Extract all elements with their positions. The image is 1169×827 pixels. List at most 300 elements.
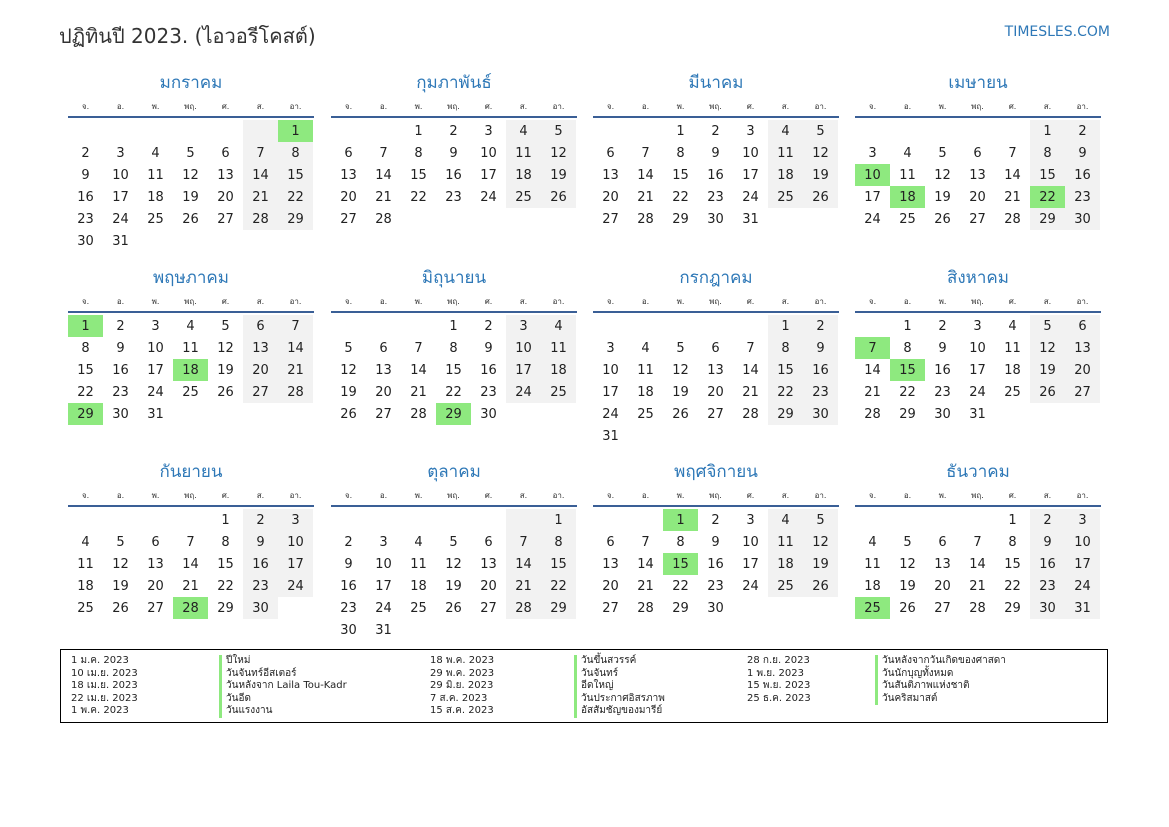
day-cell[interactable]: 9 bbox=[1065, 142, 1100, 164]
day-cell[interactable]: 20 bbox=[707, 384, 724, 400]
day-cell[interactable]: 9 bbox=[711, 534, 720, 550]
day-cell[interactable]: 5 bbox=[186, 145, 195, 161]
day-cell[interactable]: 26 bbox=[934, 211, 951, 227]
day-cell[interactable]: 14 bbox=[742, 362, 759, 378]
day-cell[interactable]: 21 bbox=[182, 578, 199, 594]
day-cell[interactable]: 23 bbox=[243, 575, 278, 597]
day-cell[interactable]: 3 bbox=[506, 315, 541, 337]
day-cell[interactable]: 17 bbox=[969, 362, 986, 378]
day-cell[interactable]: 13 bbox=[243, 337, 278, 359]
day-cell[interactable]: 11 bbox=[864, 556, 881, 572]
day-cell[interactable]: 22 bbox=[410, 189, 427, 205]
day-cell[interactable]: 27 bbox=[340, 211, 357, 227]
day-cell[interactable]: 18 bbox=[541, 359, 576, 381]
day-cell[interactable]: 24 bbox=[112, 211, 129, 227]
day-cell[interactable]: 11 bbox=[410, 556, 427, 572]
day-cell[interactable]: 10 bbox=[855, 164, 890, 186]
day-cell[interactable]: 6 bbox=[606, 534, 615, 550]
day-cell[interactable]: 21 bbox=[969, 578, 986, 594]
day-cell[interactable]: 1 bbox=[414, 123, 423, 139]
day-cell[interactable]: 18 bbox=[890, 186, 925, 208]
day-cell[interactable]: 17 bbox=[278, 553, 313, 575]
day-cell[interactable]: 9 bbox=[803, 337, 838, 359]
day-cell[interactable]: 14 bbox=[637, 556, 654, 572]
day-cell[interactable]: 2 bbox=[711, 123, 720, 139]
day-cell[interactable]: 19 bbox=[541, 164, 576, 186]
day-cell[interactable]: 21 bbox=[864, 384, 881, 400]
day-cell[interactable]: 18 bbox=[410, 578, 427, 594]
day-cell[interactable]: 13 bbox=[480, 556, 497, 572]
day-cell[interactable]: 15 bbox=[541, 553, 576, 575]
day-cell[interactable]: 10 bbox=[375, 556, 392, 572]
day-cell[interactable]: 24 bbox=[602, 406, 619, 422]
day-cell[interactable]: 2 bbox=[803, 315, 838, 337]
day-cell[interactable]: 25 bbox=[77, 600, 94, 616]
day-cell[interactable]: 14 bbox=[243, 164, 278, 186]
day-cell[interactable]: 22 bbox=[77, 384, 94, 400]
day-cell[interactable]: 4 bbox=[1008, 318, 1017, 334]
day-cell[interactable]: 20 bbox=[243, 359, 278, 381]
day-cell[interactable]: 5 bbox=[903, 534, 912, 550]
day-cell[interactable]: 27 bbox=[217, 211, 234, 227]
day-cell[interactable]: 22 bbox=[445, 384, 462, 400]
day-cell[interactable]: 9 bbox=[1030, 531, 1065, 553]
day-cell[interactable]: 3 bbox=[484, 123, 493, 139]
day-cell[interactable]: 12 bbox=[182, 167, 199, 183]
day-cell[interactable]: 24 bbox=[742, 578, 759, 594]
day-cell[interactable]: 26 bbox=[541, 186, 576, 208]
day-cell[interactable]: 10 bbox=[480, 145, 497, 161]
day-cell[interactable]: 2 bbox=[1065, 120, 1100, 142]
day-cell[interactable]: 15 bbox=[445, 362, 462, 378]
day-cell[interactable]: 5 bbox=[116, 534, 125, 550]
day-cell[interactable]: 14 bbox=[1004, 167, 1021, 183]
day-cell[interactable]: 3 bbox=[379, 534, 388, 550]
day-cell[interactable]: 5 bbox=[221, 318, 230, 334]
day-cell[interactable]: 8 bbox=[676, 145, 685, 161]
day-cell[interactable]: 25 bbox=[147, 211, 164, 227]
day-cell[interactable]: 28 bbox=[173, 597, 208, 619]
day-cell[interactable]: 23 bbox=[445, 189, 462, 205]
day-cell[interactable]: 1 bbox=[676, 123, 685, 139]
day-cell[interactable]: 17 bbox=[147, 362, 164, 378]
day-cell[interactable]: 10 bbox=[742, 534, 759, 550]
day-cell[interactable]: 10 bbox=[602, 362, 619, 378]
day-cell[interactable]: 19 bbox=[445, 578, 462, 594]
day-cell[interactable]: 25 bbox=[768, 575, 803, 597]
day-cell[interactable]: 30 bbox=[243, 597, 278, 619]
day-cell[interactable]: 20 bbox=[1065, 359, 1100, 381]
day-cell[interactable]: 17 bbox=[375, 578, 392, 594]
day-cell[interactable]: 27 bbox=[243, 381, 278, 403]
day-cell[interactable]: 10 bbox=[1065, 531, 1100, 553]
day-cell[interactable]: 19 bbox=[340, 384, 357, 400]
day-cell[interactable]: 7 bbox=[278, 315, 313, 337]
day-cell[interactable]: 20 bbox=[602, 189, 619, 205]
day-cell[interactable]: 1 bbox=[903, 318, 912, 334]
day-cell[interactable]: 29 bbox=[217, 600, 234, 616]
day-cell[interactable]: 16 bbox=[112, 362, 129, 378]
day-cell[interactable]: 1 bbox=[541, 509, 576, 531]
day-cell[interactable]: 9 bbox=[484, 340, 493, 356]
day-cell[interactable]: 6 bbox=[711, 340, 720, 356]
day-cell[interactable]: 18 bbox=[768, 553, 803, 575]
day-cell[interactable]: 1 bbox=[221, 512, 230, 528]
day-cell[interactable]: 25 bbox=[541, 381, 576, 403]
day-cell[interactable]: 2 bbox=[344, 534, 353, 550]
day-cell[interactable]: 27 bbox=[934, 600, 951, 616]
day-cell[interactable]: 15 bbox=[217, 556, 234, 572]
day-cell[interactable]: 11 bbox=[1004, 340, 1021, 356]
day-cell[interactable]: 5 bbox=[803, 120, 838, 142]
day-cell[interactable]: 7 bbox=[855, 337, 890, 359]
day-cell[interactable]: 7 bbox=[379, 145, 388, 161]
day-cell[interactable]: 2 bbox=[938, 318, 947, 334]
day-cell[interactable]: 18 bbox=[1004, 362, 1021, 378]
day-cell[interactable]: 16 bbox=[1065, 164, 1100, 186]
day-cell[interactable]: 20 bbox=[375, 384, 392, 400]
day-cell[interactable]: 16 bbox=[340, 578, 357, 594]
day-cell[interactable]: 13 bbox=[602, 167, 619, 183]
day-cell[interactable]: 9 bbox=[449, 145, 458, 161]
day-cell[interactable]: 2 bbox=[711, 512, 720, 528]
day-cell[interactable]: 19 bbox=[672, 384, 689, 400]
day-cell[interactable]: 1 bbox=[278, 120, 313, 142]
day-cell[interactable]: 26 bbox=[1030, 381, 1065, 403]
day-cell[interactable]: 13 bbox=[934, 556, 951, 572]
day-cell[interactable]: 8 bbox=[541, 531, 576, 553]
day-cell[interactable]: 17 bbox=[506, 359, 541, 381]
day-cell[interactable]: 29 bbox=[768, 403, 803, 425]
day-cell[interactable]: 8 bbox=[81, 340, 90, 356]
day-cell[interactable]: 19 bbox=[182, 189, 199, 205]
day-cell[interactable]: 9 bbox=[243, 531, 278, 553]
day-cell[interactable]: 29 bbox=[1030, 208, 1065, 230]
day-cell[interactable]: 30 bbox=[77, 233, 94, 249]
day-cell[interactable]: 18 bbox=[173, 359, 208, 381]
day-cell[interactable]: 25 bbox=[637, 406, 654, 422]
day-cell[interactable]: 11 bbox=[77, 556, 94, 572]
day-cell[interactable]: 18 bbox=[864, 578, 881, 594]
day-cell[interactable]: 26 bbox=[803, 186, 838, 208]
day-cell[interactable]: 23 bbox=[1030, 575, 1065, 597]
day-cell[interactable]: 28 bbox=[243, 208, 278, 230]
day-cell[interactable]: 25 bbox=[506, 186, 541, 208]
day-cell[interactable]: 22 bbox=[899, 384, 916, 400]
day-cell[interactable]: 13 bbox=[969, 167, 986, 183]
day-cell[interactable]: 5 bbox=[449, 534, 458, 550]
day-cell[interactable]: 1 bbox=[768, 315, 803, 337]
day-cell[interactable]: 13 bbox=[340, 167, 357, 183]
day-cell[interactable]: 30 bbox=[934, 406, 951, 422]
day-cell[interactable]: 14 bbox=[182, 556, 199, 572]
day-cell[interactable]: 4 bbox=[641, 340, 650, 356]
day-cell[interactable]: 4 bbox=[81, 534, 90, 550]
day-cell[interactable]: 21 bbox=[1004, 189, 1021, 205]
day-cell[interactable]: 21 bbox=[637, 578, 654, 594]
day-cell[interactable]: 14 bbox=[375, 167, 392, 183]
day-cell[interactable]: 26 bbox=[340, 406, 357, 422]
day-cell[interactable]: 9 bbox=[344, 556, 353, 572]
day-cell[interactable]: 24 bbox=[1065, 575, 1100, 597]
day-cell[interactable]: 16 bbox=[803, 359, 838, 381]
day-cell[interactable]: 12 bbox=[1030, 337, 1065, 359]
day-cell[interactable]: 29 bbox=[436, 403, 471, 425]
day-cell[interactable]: 4 bbox=[151, 145, 160, 161]
brand-link[interactable]: TIMESLES.COM bbox=[1004, 24, 1110, 40]
day-cell[interactable]: 26 bbox=[803, 575, 838, 597]
day-cell[interactable]: 28 bbox=[375, 211, 392, 227]
day-cell[interactable]: 17 bbox=[742, 556, 759, 572]
day-cell[interactable]: 12 bbox=[541, 142, 576, 164]
day-cell[interactable]: 1 bbox=[449, 318, 458, 334]
day-cell[interactable]: 10 bbox=[969, 340, 986, 356]
day-cell[interactable]: 23 bbox=[340, 600, 357, 616]
day-cell[interactable]: 30 bbox=[480, 406, 497, 422]
day-cell[interactable]: 18 bbox=[506, 164, 541, 186]
day-cell[interactable]: 6 bbox=[379, 340, 388, 356]
day-cell[interactable]: 26 bbox=[182, 211, 199, 227]
day-cell[interactable]: 15 bbox=[278, 164, 313, 186]
day-cell[interactable]: 15 bbox=[768, 359, 803, 381]
day-cell[interactable]: 8 bbox=[1030, 142, 1065, 164]
day-cell[interactable]: 25 bbox=[410, 600, 427, 616]
day-cell[interactable]: 25 bbox=[182, 384, 199, 400]
day-cell[interactable]: 11 bbox=[637, 362, 654, 378]
day-cell[interactable]: 5 bbox=[541, 120, 576, 142]
day-cell[interactable]: 24 bbox=[147, 384, 164, 400]
day-cell[interactable]: 23 bbox=[707, 189, 724, 205]
day-cell[interactable]: 3 bbox=[746, 123, 755, 139]
day-cell[interactable]: 16 bbox=[480, 362, 497, 378]
day-cell[interactable]: 6 bbox=[344, 145, 353, 161]
day-cell[interactable]: 13 bbox=[217, 167, 234, 183]
day-cell[interactable]: 24 bbox=[864, 211, 881, 227]
day-cell[interactable]: 11 bbox=[768, 142, 803, 164]
day-cell[interactable]: 21 bbox=[278, 359, 313, 381]
day-cell[interactable]: 20 bbox=[217, 189, 234, 205]
day-cell[interactable]: 25 bbox=[1004, 384, 1021, 400]
day-cell[interactable]: 28 bbox=[637, 600, 654, 616]
day-cell[interactable]: 28 bbox=[864, 406, 881, 422]
day-cell[interactable]: 19 bbox=[803, 553, 838, 575]
day-cell[interactable]: 31 bbox=[375, 622, 392, 638]
day-cell[interactable]: 22 bbox=[672, 189, 689, 205]
day-cell[interactable]: 17 bbox=[864, 189, 881, 205]
day-cell[interactable]: 7 bbox=[1008, 145, 1017, 161]
day-cell[interactable]: 24 bbox=[969, 384, 986, 400]
day-cell[interactable]: 8 bbox=[449, 340, 458, 356]
day-cell[interactable]: 7 bbox=[746, 340, 755, 356]
day-cell[interactable]: 16 bbox=[445, 167, 462, 183]
day-cell[interactable]: 2 bbox=[484, 318, 493, 334]
day-cell[interactable]: 24 bbox=[742, 189, 759, 205]
day-cell[interactable]: 5 bbox=[803, 509, 838, 531]
day-cell[interactable]: 3 bbox=[868, 145, 877, 161]
day-cell[interactable]: 23 bbox=[77, 211, 94, 227]
day-cell[interactable]: 27 bbox=[480, 600, 497, 616]
day-cell[interactable]: 20 bbox=[602, 578, 619, 594]
day-cell[interactable]: 3 bbox=[606, 340, 615, 356]
day-cell[interactable]: 27 bbox=[375, 406, 392, 422]
day-cell[interactable]: 8 bbox=[221, 534, 230, 550]
day-cell[interactable]: 27 bbox=[969, 211, 986, 227]
day-cell[interactable]: 30 bbox=[707, 600, 724, 616]
day-cell[interactable]: 12 bbox=[899, 556, 916, 572]
day-cell[interactable]: 23 bbox=[480, 384, 497, 400]
day-cell[interactable]: 27 bbox=[147, 600, 164, 616]
day-cell[interactable]: 10 bbox=[506, 337, 541, 359]
day-cell[interactable]: 11 bbox=[899, 167, 916, 183]
day-cell[interactable]: 7 bbox=[243, 142, 278, 164]
day-cell[interactable]: 21 bbox=[742, 384, 759, 400]
day-cell[interactable]: 20 bbox=[340, 189, 357, 205]
day-cell[interactable]: 3 bbox=[973, 318, 982, 334]
day-cell[interactable]: 28 bbox=[1004, 211, 1021, 227]
day-cell[interactable]: 5 bbox=[1030, 315, 1065, 337]
day-cell[interactable]: 20 bbox=[969, 189, 986, 205]
day-cell[interactable]: 23 bbox=[803, 381, 838, 403]
day-cell[interactable]: 11 bbox=[768, 531, 803, 553]
day-cell[interactable]: 10 bbox=[742, 145, 759, 161]
day-cell[interactable]: 11 bbox=[541, 337, 576, 359]
day-cell[interactable]: 7 bbox=[641, 534, 650, 550]
day-cell[interactable]: 22 bbox=[278, 186, 313, 208]
day-cell[interactable]: 5 bbox=[938, 145, 947, 161]
day-cell[interactable]: 21 bbox=[243, 186, 278, 208]
day-cell[interactable]: 20 bbox=[480, 578, 497, 594]
day-cell[interactable]: 6 bbox=[484, 534, 493, 550]
day-cell[interactable]: 2 bbox=[1030, 509, 1065, 531]
day-cell[interactable]: 29 bbox=[278, 208, 313, 230]
day-cell[interactable]: 4 bbox=[506, 120, 541, 142]
day-cell[interactable]: 21 bbox=[410, 384, 427, 400]
day-cell[interactable]: 22 bbox=[768, 381, 803, 403]
day-cell[interactable]: 14 bbox=[969, 556, 986, 572]
day-cell[interactable]: 6 bbox=[606, 145, 615, 161]
day-cell[interactable]: 1 bbox=[1008, 512, 1017, 528]
day-cell[interactable]: 18 bbox=[768, 164, 803, 186]
day-cell[interactable]: 7 bbox=[414, 340, 423, 356]
day-cell[interactable]: 7 bbox=[641, 145, 650, 161]
day-cell[interactable]: 10 bbox=[147, 340, 164, 356]
day-cell[interactable]: 14 bbox=[864, 362, 881, 378]
day-cell[interactable]: 12 bbox=[112, 556, 129, 572]
day-cell[interactable]: 30 bbox=[340, 622, 357, 638]
day-cell[interactable]: 18 bbox=[77, 578, 94, 594]
day-cell[interactable]: 31 bbox=[602, 428, 619, 444]
day-cell[interactable]: 15 bbox=[663, 553, 698, 575]
day-cell[interactable]: 1 bbox=[1030, 120, 1065, 142]
day-cell[interactable]: 15 bbox=[1004, 556, 1021, 572]
day-cell[interactable]: 11 bbox=[182, 340, 199, 356]
day-cell[interactable]: 15 bbox=[890, 359, 925, 381]
day-cell[interactable]: 17 bbox=[480, 167, 497, 183]
day-cell[interactable]: 15 bbox=[410, 167, 427, 183]
day-cell[interactable]: 12 bbox=[803, 142, 838, 164]
day-cell[interactable]: 20 bbox=[147, 578, 164, 594]
day-cell[interactable]: 8 bbox=[768, 337, 803, 359]
day-cell[interactable]: 31 bbox=[742, 211, 759, 227]
day-cell[interactable]: 27 bbox=[1065, 381, 1100, 403]
day-cell[interactable]: 6 bbox=[938, 534, 947, 550]
day-cell[interactable]: 24 bbox=[506, 381, 541, 403]
day-cell[interactable]: 22 bbox=[1030, 186, 1065, 208]
day-cell[interactable]: 28 bbox=[506, 597, 541, 619]
day-cell[interactable]: 29 bbox=[672, 211, 689, 227]
day-cell[interactable]: 29 bbox=[899, 406, 916, 422]
day-cell[interactable]: 31 bbox=[112, 233, 129, 249]
day-cell[interactable]: 31 bbox=[147, 406, 164, 422]
day-cell[interactable]: 14 bbox=[637, 167, 654, 183]
day-cell[interactable]: 9 bbox=[938, 340, 947, 356]
day-cell[interactable]: 5 bbox=[676, 340, 685, 356]
day-cell[interactable]: 16 bbox=[243, 553, 278, 575]
day-cell[interactable]: 7 bbox=[506, 531, 541, 553]
day-cell[interactable]: 23 bbox=[707, 578, 724, 594]
day-cell[interactable]: 25 bbox=[899, 211, 916, 227]
day-cell[interactable]: 28 bbox=[637, 211, 654, 227]
day-cell[interactable]: 29 bbox=[541, 597, 576, 619]
day-cell[interactable]: 13 bbox=[707, 362, 724, 378]
day-cell[interactable]: 9 bbox=[711, 145, 720, 161]
day-cell[interactable]: 21 bbox=[637, 189, 654, 205]
day-cell[interactable]: 27 bbox=[707, 406, 724, 422]
day-cell[interactable]: 2 bbox=[81, 145, 90, 161]
day-cell[interactable]: 19 bbox=[1030, 359, 1065, 381]
day-cell[interactable]: 3 bbox=[746, 512, 755, 528]
day-cell[interactable]: 12 bbox=[803, 531, 838, 553]
day-cell[interactable]: 16 bbox=[77, 189, 94, 205]
day-cell[interactable]: 16 bbox=[707, 167, 724, 183]
day-cell[interactable]: 24 bbox=[278, 575, 313, 597]
day-cell[interactable]: 27 bbox=[602, 211, 619, 227]
day-cell[interactable]: 3 bbox=[116, 145, 125, 161]
day-cell[interactable]: 13 bbox=[602, 556, 619, 572]
day-cell[interactable]: 15 bbox=[1030, 164, 1065, 186]
day-cell[interactable]: 17 bbox=[602, 384, 619, 400]
day-cell[interactable]: 1 bbox=[663, 509, 698, 531]
day-cell[interactable]: 26 bbox=[445, 600, 462, 616]
day-cell[interactable]: 31 bbox=[969, 406, 986, 422]
day-cell[interactable]: 12 bbox=[340, 362, 357, 378]
day-cell[interactable]: 8 bbox=[903, 340, 912, 356]
day-cell[interactable]: 16 bbox=[934, 362, 951, 378]
day-cell[interactable]: 16 bbox=[707, 556, 724, 572]
day-cell[interactable]: 7 bbox=[973, 534, 982, 550]
day-cell[interactable]: 21 bbox=[506, 575, 541, 597]
day-cell[interactable]: 13 bbox=[375, 362, 392, 378]
day-cell[interactable]: 17 bbox=[1065, 553, 1100, 575]
day-cell[interactable]: 26 bbox=[899, 600, 916, 616]
day-cell[interactable]: 6 bbox=[221, 145, 230, 161]
day-cell[interactable]: 13 bbox=[147, 556, 164, 572]
day-cell[interactable]: 8 bbox=[1008, 534, 1017, 550]
day-cell[interactable]: 22 bbox=[672, 578, 689, 594]
day-cell[interactable]: 2 bbox=[243, 509, 278, 531]
day-cell[interactable]: 26 bbox=[112, 600, 129, 616]
day-cell[interactable]: 7 bbox=[186, 534, 195, 550]
day-cell[interactable]: 18 bbox=[637, 384, 654, 400]
day-cell[interactable]: 6 bbox=[1065, 315, 1100, 337]
day-cell[interactable]: 8 bbox=[278, 142, 313, 164]
day-cell[interactable]: 17 bbox=[742, 167, 759, 183]
day-cell[interactable]: 12 bbox=[672, 362, 689, 378]
day-cell[interactable]: 28 bbox=[742, 406, 759, 422]
day-cell[interactable]: 8 bbox=[414, 145, 423, 161]
day-cell[interactable]: 30 bbox=[1065, 208, 1100, 230]
day-cell[interactable]: 28 bbox=[969, 600, 986, 616]
